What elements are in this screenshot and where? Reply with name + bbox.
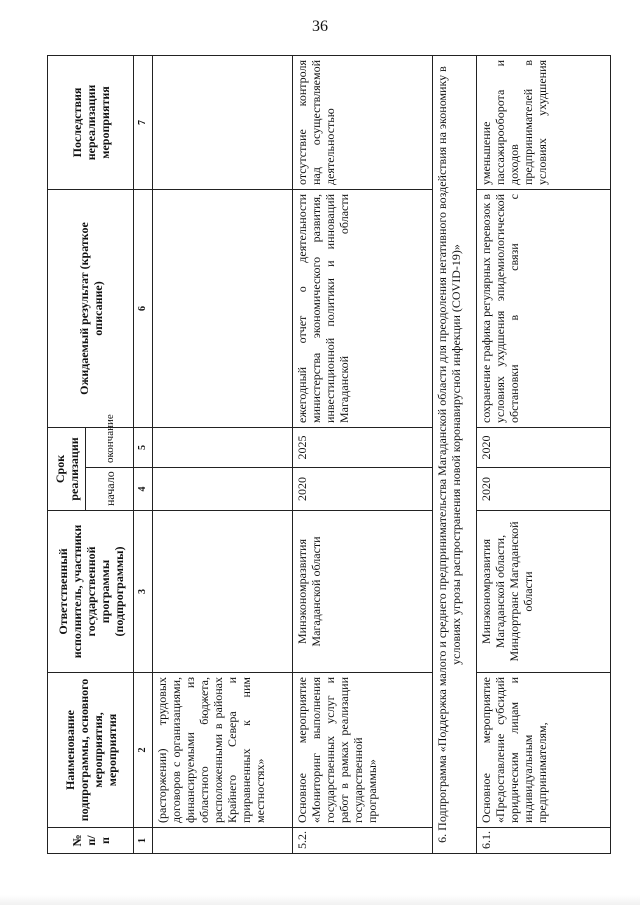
section-row [433, 55, 477, 853]
column-number: 2 [134, 673, 153, 828]
row-num: 6.1. [477, 828, 611, 854]
column-number: 5 [134, 427, 153, 467]
row-result: сохранение графика регулярных перевозок в условиях ухудшения эпидемиологической обстановки в связи с [477, 189, 611, 427]
header-period: Срок реализации [48, 427, 86, 510]
row-start: 2020 [477, 468, 611, 511]
header-start: начало [86, 468, 134, 511]
table-row [153, 55, 293, 853]
row-responsible: Минэкономразвития Магаданской области, Миндортранс Магаданской области [477, 511, 611, 673]
row-consequences [153, 55, 293, 189]
header-result: Ожидаемый результат (краткое описание) [48, 189, 134, 427]
column-number: 1 [134, 828, 153, 854]
column-number: 6 [134, 189, 153, 427]
row-num [153, 828, 293, 854]
rotated-page-content [47, 56, 611, 854]
row-name: Основное мероприятие «Мониторинг выполнения государственных услуг и работ в рамках реализации государственной программы» [293, 673, 433, 828]
scan-edge [0, 895, 640, 905]
row-end: 2025 [293, 427, 433, 467]
header-name: Наименование подпрограммы, основного мероприятия, мероприятия [48, 673, 134, 828]
row-result [153, 189, 293, 427]
row-name: Основное мероприятие «Предоставление субсидий юридическим лицам и индивидуальным предпринимателям, [477, 673, 611, 828]
row-consequences: уменьшение пассажирооборота и доходов предпринимателей в условиях ухудшения [477, 55, 611, 189]
table-row [293, 55, 433, 853]
column-number: 7 [134, 55, 153, 189]
row-responsible: Минэкономразвития Магаданской области [293, 511, 433, 673]
column-number-row [134, 55, 153, 853]
header-end: окончание [86, 427, 134, 467]
page-number: 36 [312, 18, 328, 35]
row-end: 2020 [477, 427, 611, 467]
header-responsible: Ответственный исполнитель, участники государственной программы (подпрограммы) [48, 511, 134, 673]
program-table [47, 55, 611, 854]
header-row [48, 55, 86, 853]
row-num: 5.2. [293, 828, 433, 854]
header-num: № п/п [48, 828, 134, 854]
row-name: (расторжении) трудовых договоров с организациями, финансируемыми из областного бюджета, расположенными в районах Крайнего Севера и приравненных к ним местностях» [153, 673, 293, 828]
row-consequences: отсутствие контроля над осуществляемой деятельностью [293, 55, 433, 189]
row-start: 2020 [293, 468, 433, 511]
table-row [477, 55, 611, 853]
header-consequences: Последствия нереализации мероприятия [48, 55, 134, 189]
column-number: 3 [134, 511, 153, 673]
row-responsible [153, 511, 293, 673]
row-result: ежегодный отчет о деятельности министерства экономического развития, инвестиционной политики и инноваций Магаданской области [293, 189, 433, 427]
column-number: 4 [134, 468, 153, 511]
row-end [153, 427, 293, 467]
row-start [153, 468, 293, 511]
subprogram-title: 6. Подпрограмма «Поддержка малого и среднего предпринимательства Магаданской области для преодоления негативного воздействия на экономику в условиях угрозы распространения новой коронавирусной инфекции (COVID-19)» [433, 55, 477, 853]
